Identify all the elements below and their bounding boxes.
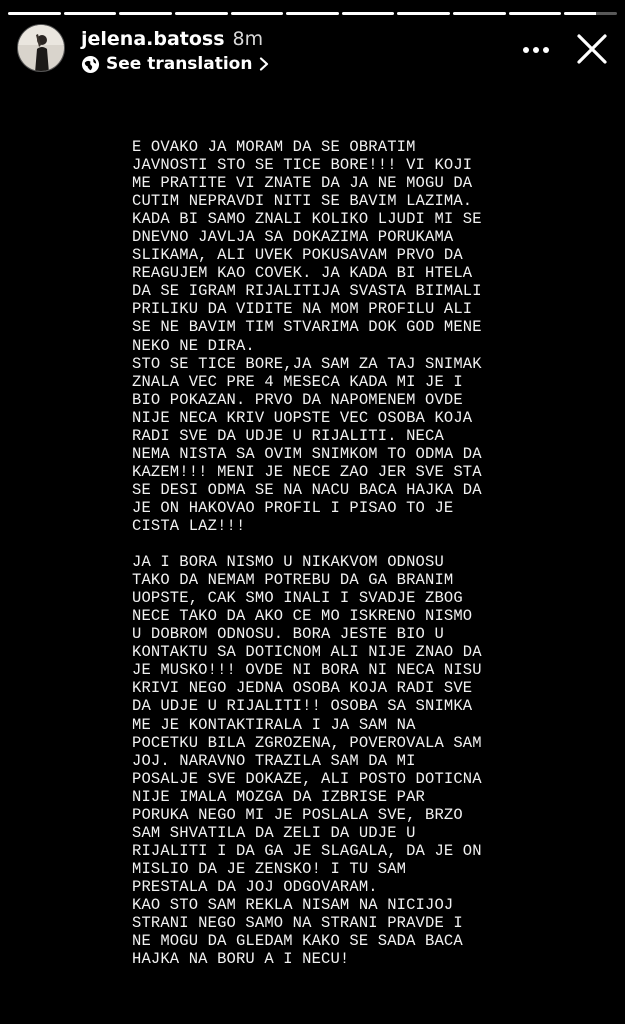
story-progress-fill xyxy=(453,12,506,15)
globe-icon xyxy=(81,55,100,74)
username[interactable]: jelena.batoss xyxy=(81,28,225,50)
story-progress-fill xyxy=(175,12,228,15)
story-progress-fill xyxy=(342,12,395,15)
profile-photo-icon xyxy=(18,25,65,72)
story-text: E OVAKO JA MORAM DA SE OBRATIM JAVNOSTI STO SE TICE BORE!!! VI KOJI ME PRATITE VI ZNATE DA JA NE MOGU DA CUTIM NEPRAVDI NITI SE BAVIM LAZIMA. KADA BI SAMO ZNALI KOLIKO LJUDI MI SE DNEVNO JAVLJA SA DOKAZIMA PORUKAMA SLIKAMA, ALI UVEK POKUSAVAM PRVO DA REAGUJEM KAO COVEK. JA KADA BI HTELA DA SE IGRAM RIJALITIJA SVASTA BIIMALI PRILIKU DA VIDITE NA MOM PROFILU ALI SE NE BAVIM TIM STVARIMA DOK GOD MENE NEKO NE DIRA. STO SE TICE BORE,JA SAM ZA TAJ SNIMAK ZNALA VEC PRE 4 MESECA KADA MI JE I BIO POKAZAN. PRVO DA NAPOMENEM OVDE NIJE NECA KRIV UOPSTE VEC OSOBA KOJA RADI SVE DA UDJE U RIJALITI. NECA NEMA NISTA SA OVIM SNIMKOM TO ODMA DA KAZEM!!! MENI JE NECE ZAO JER SVE STA SE DESI ODMA SE NA NACU BACA HAJKA DA JE ON HAKOVAO PROFIL I PISAO TO JE CISTA LAZ!!! JA I BORA NISMO U NIKAKVOM ODNOSU TAKO DA NEMAM POTREBU DA GA BRANIM UOPSTE, CAK SMO INALI I SVADJE ZBOG NECE TAKO DA AKO CE MO ISKRENO NISMO U DOBROM ODNOSU. BORA JESTE BIO U KONTAKTU SA DOTICNOM ALI NIJE ZNAO DA JE MUSKO!!! OVDE NI BORA NI NECA NISU KRIVI NEGO JEDNA OSOBA KOJA RADI SVE DA UDJE U RIJALITI!! OSOBA SA SNIMKA ME JE KONTAKTIRALA I JA SAM NA POCETKU BILA ZGROZENA, POVEROVALA SAM JOJ. NARAVNO TRAZILA SAM DA MI POSALJE SVE DOKAZE, ALI POSTO DOTICNA NIJE IMALA MOZGA DA IZBRISE PAR PORUKA NEGO MI JE POSLALA SVE, BRZO SAM SHVATILA DA ZELI DA UDJE U RIJALITI I DA GA JE SLAGALA, DA JE ON MISLIO DA JE ZENSKO! I TU SAM PRESTALA DA JOJ ODGOVARAM. KAO STO SAM REKLA NISAM NA NICIJOJ STRANI NEGO SAMO NA STRANI PRAVDE I NE MOGU DA GLEDAM KAKO SE SADA BACA HAJKA NA BORU A I NECU! xyxy=(132,138,482,969)
story-progress-segment xyxy=(509,12,562,15)
see-translation-button[interactable] xyxy=(81,54,270,74)
story-header xyxy=(17,24,611,78)
story-progress-fill xyxy=(64,12,117,15)
story-progress-fill xyxy=(8,12,61,15)
close-icon[interactable] xyxy=(575,32,609,66)
story-progress-fill xyxy=(509,12,562,15)
story-progress-fill xyxy=(564,12,596,15)
time-ago: 8m xyxy=(232,28,264,50)
story-progress-segment xyxy=(342,12,395,15)
story-progress-segment xyxy=(119,12,172,15)
story-progress-fill xyxy=(286,12,339,15)
more-horizontal-icon[interactable] xyxy=(521,40,551,60)
story-progress-segment xyxy=(564,12,617,15)
story-progress-segment xyxy=(286,12,339,15)
story-progress-bar xyxy=(8,12,617,15)
story-progress-segment xyxy=(64,12,117,15)
story-progress-fill xyxy=(231,12,284,15)
story-progress-segment xyxy=(397,12,450,15)
story-progress-segment xyxy=(175,12,228,15)
story-progress-fill xyxy=(397,12,450,15)
story-progress-segment xyxy=(231,12,284,15)
story-progress-segment xyxy=(8,12,61,15)
story-progress-fill xyxy=(119,12,172,15)
avatar[interactable] xyxy=(17,24,65,72)
chevron-right-icon xyxy=(258,57,270,71)
story-progress-segment xyxy=(453,12,506,15)
see-translation-label: See translation xyxy=(106,54,253,74)
user-line xyxy=(81,28,263,50)
